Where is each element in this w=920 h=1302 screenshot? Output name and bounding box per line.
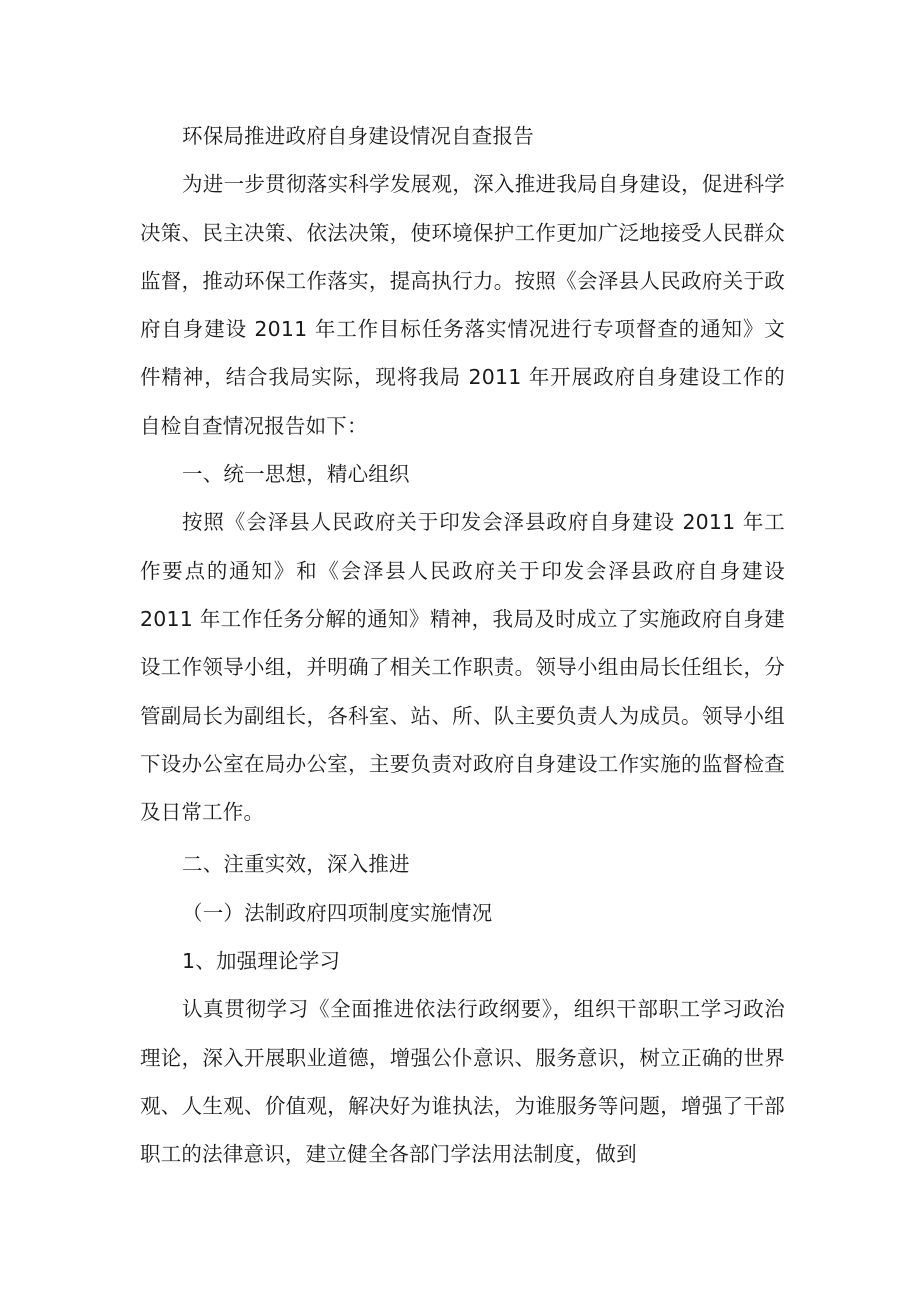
paragraph-organization: 按照《会泽县人民政府关于印发会泽县政府自身建设 2011 年工作要点的通知》和《会泽县人民政府关于印发会泽县政府自身建设 2011 年工作任务分解的通知》精神，我局及时成立了实施政府自身建设工作领导小组，并明确了相关工作职责。领导小组由局长任组长，分管副局长为副组长，各科室、站、所、队主要负责人为成员。领导小组下设办公室在局办公室，主要负责对政府自身建设工作实施的监督检查及日常工作。 <box>140 510 785 825</box>
document-title: 环保局推进政府自身建设情况自查报告 <box>182 124 534 148</box>
item-heading-1: 1、加强理论学习 <box>182 949 341 974</box>
paragraph-intro: 为进一步贯彻落实科学发展观，深入推进我局自身建设，促进科学决策、民主决策、依法决策，使环境保护工作更加广泛地接受人民群众监督，推动环保工作落实，提高执行力。按照《会泽县人民政府关于政府自身建设 2011 年工作目标任务落实情况进行专项督查的通知》文件精神，结合我局实际，现将我局 2011 年开展政府自身建设工作的自检自查情况报告如下： <box>140 172 785 438</box>
section-heading-2: 二、注重实效，深入推进 <box>182 852 410 877</box>
document-body <box>140 112 785 1179</box>
subsection-heading-1: （一）法制政府四项制度实施情况 <box>182 900 493 925</box>
paragraph-theory-study: 认真贯彻学习《全面推进依法行政纲要》，组织干部职工学习政治理论，深入开展职业道德，增强公仆意识、服务意识，树立正确的世界观、人生观、价值观，解决好为谁执法，为谁服务等问题，增强了干部职工的法律意识，建立健全各部门学法用法制度，做到 <box>140 997 785 1167</box>
section-heading-1: 一、统一思想，精心组织 <box>182 462 410 487</box>
